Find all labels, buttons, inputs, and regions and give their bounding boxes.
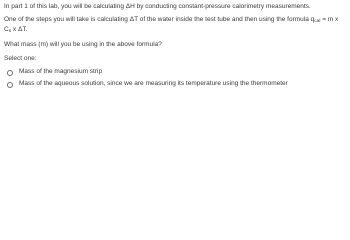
q-subscript: cal: [314, 18, 321, 24]
formula-tail-text: x ΔT.: [11, 26, 28, 33]
option-label: Mass of the aqueous solution, since we are measuring its temperature using the thermometer: [19, 80, 288, 88]
option-aqueous-solution[interactable]: [7, 79, 346, 91]
formula-mid-text: = m x C: [4, 15, 339, 33]
question-prompt: What mass (m) will you be using in the above formula?: [4, 40, 162, 48]
c-subscript: s: [8, 29, 12, 34]
radio-button[interactable]: [7, 70, 13, 76]
formula-lead-text: One of the steps you will take is calculating ΔT of the water inside the test tube and then using the formula q: [4, 15, 315, 23]
option-magnesium-strip[interactable]: [7, 67, 346, 79]
option-label: Mass of the magnesium strip: [19, 68, 103, 76]
question-intro: In part 1 of this lab, you will be calculating ΔH by conducting constant-pressure calorimetry measurements.: [4, 3, 311, 10]
select-one-label: Select one:: [4, 55, 37, 62]
question-card: [0, 0, 350, 114]
radio-button[interactable]: [7, 82, 13, 88]
question-step-formula: [4, 16, 346, 37]
